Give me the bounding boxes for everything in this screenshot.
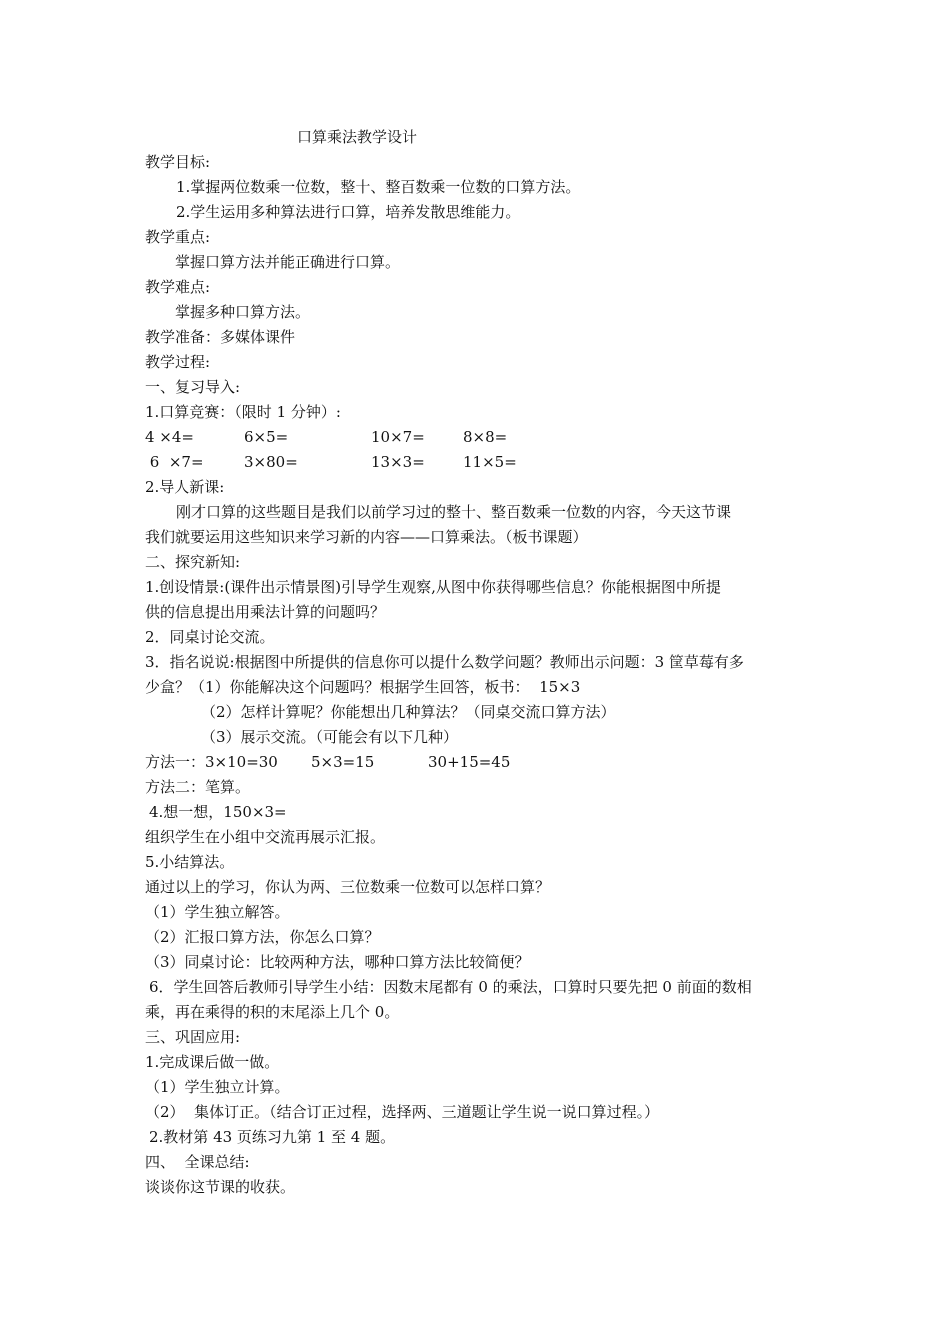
section-4-heading: 四、 全课总结:: [145, 1153, 250, 1171]
discussion-line: 2．同桌讨论交流。: [145, 628, 275, 646]
practice-step-1: （1）学生独立计算。: [145, 1078, 290, 1096]
exercise-cell: 13×3=: [371, 453, 425, 471]
method-one-step-1: 方法一：3×10=30: [145, 753, 278, 771]
summary-step-3: （3）同桌讨论：比较两种方法，哪种口算方法比较简便？: [145, 953, 530, 971]
new-lesson-heading: 2.导人新课:: [145, 478, 225, 496]
exercise-cell: 11×5=: [463, 453, 517, 471]
summary-step-1: （1）学生独立解答。: [145, 903, 290, 921]
section-2-heading: 二、探究新知:: [145, 553, 241, 571]
summary-step-2: （2）汇报口算方法，你怎么口算？: [145, 928, 380, 946]
scenario-line-2: 供的信息提出用乘法计算的问题吗？: [145, 603, 386, 621]
method-one-step-3: 30+15=45: [428, 753, 511, 771]
goal-1: 1.掌握两位数乘一位数，整十、整百数乘一位数的口算方法。: [176, 178, 581, 196]
intro-paragraph-line-2: 我们就要运用这些知识来学习新的内容——口算乘法。（板书课题）: [145, 528, 588, 546]
competition-line: 1.口算竞赛：（限时 1 分钟）:: [145, 403, 341, 421]
conclusion-line-2: 乘，再在乘得的积的末尾添上几个 0。: [145, 1003, 400, 1021]
section-1-heading: 一、复习导入:: [145, 378, 241, 396]
exercise-cell: 10×7=: [371, 428, 425, 446]
exercise-cell: 8×8=: [463, 428, 508, 446]
method-one-step-2: 5×3=15: [311, 753, 375, 771]
exercise-cell: 6 ×7=: [145, 453, 204, 471]
closing-line: 谈谈你这节课的收获。: [145, 1178, 296, 1196]
practice-step-2: （2） 集体订正。（结合订正过程，选择两、三道题让学生说一说口算过程。）: [145, 1103, 660, 1121]
scenario-line-1: 1.创设情景:(课件出示情景图)引导学生观察,从图中你获得哪些信息？你能根据图中所提: [145, 578, 721, 596]
goals-heading: 教学目标:: [145, 153, 211, 171]
question-line-1: 3．指名说说:根据图中所提供的信息你可以提什么数学问题？教师出示问题：3 筐草莓有多: [145, 653, 744, 671]
textbook-exercise-line: 2.教材第 43 页练习九第 1 至 4 题。: [149, 1128, 396, 1146]
key-points-heading: 教学重点:: [145, 228, 211, 246]
question-line-4: （3）展示交流。（可能会有以下几种）: [201, 728, 459, 746]
think-line: 4.想一想，150×3=: [149, 803, 287, 821]
exercise-cell: 3×80=: [244, 453, 298, 471]
section-3-heading: 三、巩固应用:: [145, 1028, 241, 1046]
difficulty-text: 掌握多种口算方法。: [175, 303, 311, 321]
preparation-line: 教学准备：多媒体课件: [145, 328, 296, 346]
key-points-text: 掌握口算方法并能正确进行口算。: [175, 253, 401, 271]
conclusion-line-1: 6．学生回答后教师引导学生小结：因数末尾都有 0 的乘法，口算时只要先把 0 前面的数相: [149, 978, 752, 996]
question-line-3: （2）怎样计算呢？你能想出几种算法？（同桌交流口算方法）: [201, 703, 616, 721]
group-report-line: 组织学生在小组中交流再展示汇报。: [145, 828, 386, 846]
summary-question: 通过以上的学习，你认为两、三位数乘一位数可以怎样口算？: [145, 878, 551, 896]
page-title: 口算乘法教学设计: [297, 128, 418, 146]
summary-heading: 5.小结算法。: [145, 853, 235, 871]
exercise-cell: 4 ×4=: [145, 428, 194, 446]
practice-line: 1.完成课后做一做。: [145, 1053, 280, 1071]
method-two-line: 方法二：笔算。: [145, 778, 251, 796]
process-heading: 教学过程:: [145, 353, 211, 371]
exercise-cell: 6×5=: [244, 428, 289, 446]
difficulty-heading: 教学难点:: [145, 278, 211, 296]
intro-paragraph-line-1: 刚才口算的这些题目是我们以前学习过的整十、整百数乘一位数的内容，今天这节课: [176, 503, 732, 521]
question-line-2: 少盒？（1）你能解决这个问题吗？根据学生回答，板书： 15×3: [145, 678, 581, 696]
goal-2: 2.学生运用多种算法进行口算，培养发散思维能力。: [176, 203, 521, 221]
